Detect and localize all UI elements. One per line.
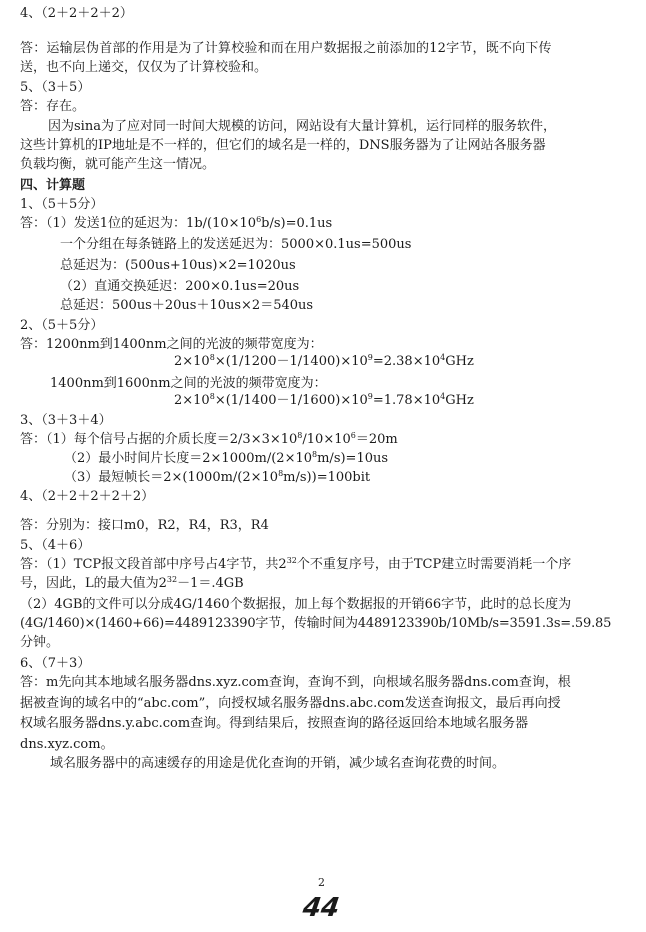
c5-line: 号，因此，L的最大值为$2^{32}-1=.4GB$ bbox=[20, 575, 244, 591]
q4-header: 4、（2＋2＋2＋2） bbox=[20, 6, 133, 21]
c6-line: dns.xyz.com。 bbox=[20, 737, 114, 752]
q5-header: 5、（3＋5） bbox=[20, 80, 91, 95]
q5-answer-line: 这些计算机的IP地址是不一样的，但它们的域名是一样的，DNS服务器为了让网站各服务器 bbox=[20, 138, 546, 153]
c2-header: 2、（5＋5分） bbox=[20, 318, 104, 333]
c6-line: 域名服务器中的高速缓存的用途是优化查询的开销，减少域名查询花费的时间。 bbox=[50, 756, 506, 771]
c1-line: 一个分组在每条链路上的发送延迟为：5000×0.1us=500us bbox=[60, 237, 412, 252]
c6-line: 答：m先向其本地域名服务器dns.xyz.com查询，查询不到，向根域名服务器dns.com查询，根 bbox=[20, 675, 571, 690]
section-title: 四、计算题 bbox=[20, 178, 86, 193]
c1-line: 总延迟为：(500us+10us)×2=1020us bbox=[60, 258, 296, 273]
c2-line: 答：1200nm到1400nm之间的光波的频带宽度为： bbox=[20, 337, 323, 352]
q4-answer-line: 答：运输层伪首部的作用是为了计算校验和而在用户数据报之前添加的12字节，既不向下传 bbox=[20, 41, 552, 56]
q4-answer-line: 送，也不向上递交，仅仅为了计算校验和。 bbox=[20, 60, 268, 75]
c1-line: （2）直通交换延迟：200×0.1us=20us bbox=[60, 279, 300, 294]
c3-line: 答：（1）每个信号占据的介质长度$=2/3\times 3\times 10^8/10\times 10^6=20m$ bbox=[20, 431, 398, 447]
c5-line: （2）4GB的文件可以分成4G/1460个数据报，加上每个数据报的开销66字节，此时的总长度为 bbox=[20, 597, 572, 612]
c4-line: 答：分别为：接口m0，R2，R4，R3，R4 bbox=[20, 518, 269, 533]
c3-line: （3）最短帧长$=2\times(1000m/(2\times 10^8m/s))=100bit$ bbox=[64, 469, 371, 485]
c6-header: 6、（7＋3） bbox=[20, 656, 91, 671]
q5-answer-line: 答：存在。 bbox=[20, 99, 86, 114]
c3-header: 3、（3＋3＋4） bbox=[20, 413, 112, 428]
c2-formula: $2\times 10^8\times(1/1200-1/1400)\times 10^9=2.38\times 10^4GHz$ bbox=[174, 353, 474, 369]
c6-line: 权域名服务器dns.y.abc.com查询。得到结果后，按照查询的路径返回给本地域名服务器 bbox=[20, 716, 529, 731]
c1-header: 1、（5＋5分） bbox=[20, 197, 104, 212]
c5-line: 分钟。 bbox=[20, 635, 60, 650]
q5-answer-line: 负载均衡，就可能产生这一情况。 bbox=[20, 157, 216, 172]
c1-line: 答：（1）发送1位的延迟为：$1b/(10\times 10^6b/s)=0.1us$ bbox=[20, 215, 333, 231]
c6-line: 据被查询的域名中的“abc.com”，向授权域名服务器dns.abc.com发送查询报文，最后再向授 bbox=[20, 696, 561, 711]
q5-answer-line: 因为sina为了应对同一时间大规模的访问，网站设有大量计算机，运行同样的服务软件， bbox=[48, 119, 556, 134]
c2-formula: $2\times 10^8\times(1/1400-1/1600)\times 10^9=1.78\times 10^4GHz$ bbox=[174, 392, 474, 408]
c4-header: 4、（2＋2＋2＋2＋2） bbox=[20, 489, 155, 504]
page-number: 2 bbox=[318, 876, 325, 889]
c1-line: 总延迟：500us＋20us＋10us×2＝540us bbox=[60, 298, 314, 313]
c2-line: 1400nm到1600nm之间的光波的频带宽度为： bbox=[50, 376, 327, 391]
handwritten-page-number: 44 bbox=[300, 893, 342, 923]
c5-line: 答：（1）TCP报文段首部中序号占4字节，共$2^{32}$个不重复序号，由于TCP建立时需要消耗一个序 bbox=[20, 556, 572, 572]
c3-line: （2）最小时间片长度$=2\times 1000m/(2\times 10^8m/s)=10us$ bbox=[64, 450, 389, 466]
c5-header: 5、（4＋6） bbox=[20, 538, 91, 553]
c5-line: (4G/1460)×(1460+66)=4489123390字节，传输时间为4489123390b/10Mb/s=3591.3s=.59.85 bbox=[20, 616, 612, 631]
